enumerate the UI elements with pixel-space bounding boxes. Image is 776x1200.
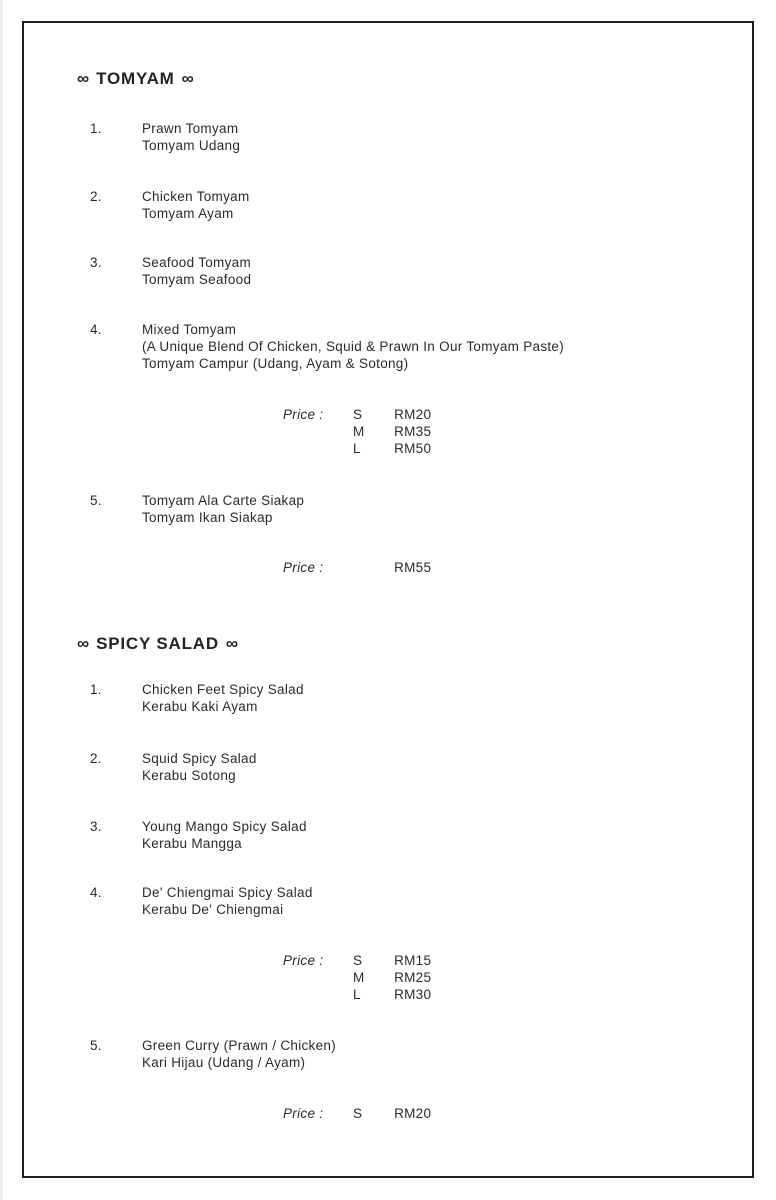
item-number: 3. <box>90 819 102 834</box>
price-row <box>353 1105 431 1122</box>
item-name-en: Young Mango Spicy Salad <box>142 819 307 834</box>
price-label: Price : <box>283 953 324 968</box>
item-name-malay: Kerabu De' Chiengmai <box>142 902 284 917</box>
item-note: (A Unique Blend Of Chicken, Squid & Prawn In Our Tomyam Paste) <box>142 339 565 354</box>
price-label: Price : <box>283 1106 324 1121</box>
menu-item <box>90 750 257 784</box>
item-name-malay: Tomyam Udang <box>142 138 241 153</box>
menu-item <box>90 188 250 222</box>
infinity-icon: ∞ <box>181 69 194 88</box>
menu-item <box>90 254 251 288</box>
item-number: 2. <box>90 751 102 766</box>
item-name-malay: Kerabu Kaki Ayam <box>142 699 258 714</box>
item-name-en: Prawn Tomyam <box>142 121 239 136</box>
item-name-en: Tomyam Ala Carte Siakap <box>142 493 305 508</box>
price-row <box>353 423 431 440</box>
price-label: Price : <box>283 560 324 575</box>
item-name-en: Mixed Tomyam <box>142 322 237 337</box>
item-name-en: Squid Spicy Salad <box>142 751 257 766</box>
section-title-label: TOMYAM <box>96 69 175 88</box>
price-amount: RM20 <box>394 1106 432 1121</box>
menu-item <box>90 492 304 526</box>
item-number: 3. <box>90 255 102 270</box>
item-name-en: Green Curry (Prawn / Chicken) <box>142 1038 337 1053</box>
size-label: M <box>353 970 365 985</box>
item-number: 1. <box>90 121 102 136</box>
section-title-tomyam <box>70 69 201 89</box>
item-number: 4. <box>90 322 102 337</box>
item-name-en: Seafood Tomyam <box>142 255 252 270</box>
size-label: S <box>353 953 363 968</box>
price-amount: RM15 <box>394 953 432 968</box>
price-amount: RM30 <box>394 987 432 1002</box>
item-number: 5. <box>90 1038 102 1053</box>
price-amount: RM25 <box>394 970 432 985</box>
item-name-malay: Tomyam Seafood <box>142 272 252 287</box>
menu-item <box>90 321 564 372</box>
infinity-icon: ∞ <box>225 634 239 653</box>
item-number: 1. <box>90 682 102 697</box>
size-label: L <box>353 441 361 456</box>
price-row <box>353 986 431 1003</box>
price-amount: RM55 <box>394 560 432 575</box>
infinity-icon: ∞ <box>77 69 90 88</box>
price-row <box>353 952 431 969</box>
item-name-malay: Tomyam Ikan Siakap <box>142 510 273 525</box>
item-name-en: Chicken Feet Spicy Salad <box>142 682 304 697</box>
price-amount: RM50 <box>394 441 432 456</box>
size-label: M <box>353 424 365 439</box>
price-label: Price : <box>283 407 324 422</box>
menu-page-border <box>22 21 754 1178</box>
menu-item <box>90 120 240 154</box>
price-row <box>353 406 431 423</box>
infinity-icon: ∞ <box>77 634 90 653</box>
menu-item <box>90 681 304 715</box>
price-block <box>283 559 431 576</box>
scan-edge-shadow <box>0 0 3 1200</box>
price-block <box>283 952 431 1003</box>
price-row <box>353 440 431 457</box>
price-row <box>353 969 431 986</box>
price-block <box>283 1105 431 1122</box>
section-title-spicy-salad <box>70 634 245 654</box>
menu-item <box>90 1037 336 1071</box>
item-name-malay: Kerabu Mangga <box>142 836 242 851</box>
item-name-malay: Kerabu Sotong <box>142 768 236 783</box>
item-name-en: De' Chiengmai Spicy Salad <box>142 885 313 900</box>
size-label: S <box>353 407 363 422</box>
section-title-label: SPICY SALAD <box>96 634 219 653</box>
item-number: 5. <box>90 493 102 508</box>
item-name-malay: Tomyam Campur (Udang, Ayam & Sotong) <box>142 356 409 371</box>
price-block <box>283 406 431 457</box>
size-label: L <box>353 987 361 1002</box>
item-name-malay: Tomyam Ayam <box>142 206 234 221</box>
item-number: 2. <box>90 189 102 204</box>
item-name-malay: Kari Hijau (Udang / Ayam) <box>142 1055 306 1070</box>
menu-item <box>90 818 307 852</box>
item-number: 4. <box>90 885 102 900</box>
price-amount: RM35 <box>394 424 432 439</box>
size-label: S <box>353 1106 363 1121</box>
price-amount: RM20 <box>394 407 432 422</box>
item-name-en: Chicken Tomyam <box>142 189 250 204</box>
menu-item <box>90 884 313 918</box>
price-row <box>353 559 431 576</box>
